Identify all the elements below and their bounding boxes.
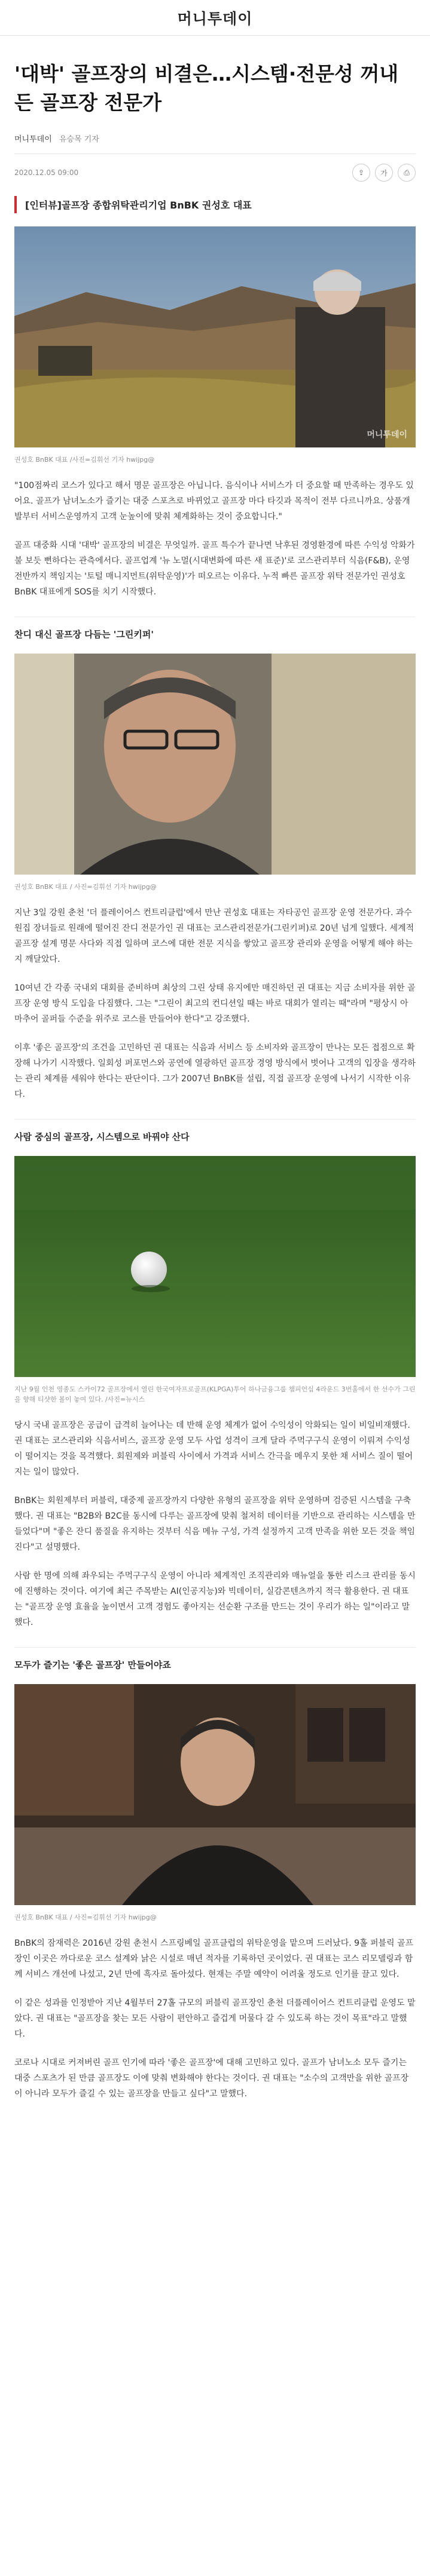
golf-course-photo [14, 226, 416, 447]
print-icon[interactable]: ⎙ [398, 164, 416, 182]
site-logo[interactable]: 머니투데이 [177, 10, 253, 27]
byline [14, 133, 416, 154]
golf-ball-photo [14, 1156, 416, 1377]
article-paragraph: BnBK는 회원제부터 퍼블릭, 대중제 골프장까지 다양한 유형의 골프장을 위탁 운영하며 검증된 시스템을 구축했다. 권 대표는 "B2B와 B2C를 동시에 다루는 골프장에 맞춰 철저히 데이터를 기반으로 관리하는 시스템을 만들었다"며 "좋은 잔디 품질을 유지하는 것부터 식음 메뉴 구성, 가격 설정까지 고객 만족을 위한 모든 것을 책임진다"고 설명했다. [14, 1496, 416, 1552]
byline-section[interactable]: 머니투데이 [14, 135, 52, 144]
article-paragraph: 골프 대중화 시대 '대박' 골프장의 비결은 무엇일까. 골프 특수가 끝나면 낙후된 경영환경에 따른 수익성 악화가 불 보듯 뻔하다는 관측에서다. 골프업계 '뉴 노멀(시대변화에 따른 새 표준)'로 코스관리부터 식음(F&B), 운영 전반까지 책임지는 '토털 매니지먼트(위탁운영)'가 떠오르는 이유다. 누적 빠른 골프장 위탁 전문가인 권성호 BnBK 대표에게 SOS를 치기 시작했다. [14, 541, 415, 597]
article-paragraph: 이후 '좋은 골프장'의 조건을 고민하던 권 대표는 식음과 서비스 등 소비자와 골프장이 만나는 모든 접점으로 확장해 나가기 시작했다. 일회성 퍼포먼스와 공연에 열광하던 골프장 경영 방식에서 벗어나 고객의 입장을 생각하는 관리 체계를 세워야 한다는 판단이다. 그가 2007년 BnBK를 설립, 직접 골프장 운영에 나서기 시작한 이유다. [14, 1043, 416, 1099]
photo-caption: 권성호 BnBK 대표 /사진=김휘선 기자 hwijpg@ [14, 456, 155, 464]
article-photo-4 [14, 1684, 416, 1905]
article-paragraph: 당시 국내 골프장은 공급이 급격히 늘어나는 데 반해 운영 체계가 없어 수익성이 악화되는 일이 비일비재했다. 권 대표는 코스관리와 식음서비스, 골프장 운영 모두 사업 성격이 크게 달라 주먹구구식 운영이 이뤄져 수익성이 떨어지는 것을 목격했다. 회원제와 퍼블릭 사이에서 가격과 서비스 간극을 메우지 못한 채 서비스 질이 떨어지는 일이 많았다. [14, 1421, 413, 1477]
share-icon[interactable]: ⇪ [352, 164, 370, 182]
article-date: 2020.12.05 09:00 [14, 168, 79, 177]
article-paragraph: BnBK의 잠재력은 2016년 강원 춘천시 스프링베일 골프클럽의 위탁운영을 맡으며 드러났다. 9홀 퍼블릭 골프장인 이곳은 까다로운 코스 설계와 낡은 시설로 매년 적자를 기록하던 곳이었다. 권 대표는 코스 리모델링과 함께 서비스 개선에 나섰고, 2년 만에 흑자로 돌아섰다. 현재는 주말 예약이 어려울 정도로 인기를 끌고 있다. [14, 1939, 414, 1979]
article-paragraph: 사람 한 명에 의해 좌우되는 주먹구구식 운영이 아니라 체계적인 조직관리와 매뉴얼을 통한 리스크 관리를 동시에 진행하는 것이다. 여기에 최근 주목받는 AI(인공지능)와 빅데이터, 실감콘텐츠까지 적극 활용한다. 권 대표는 "골프장 운영 효율을 높이면서 고객 경험도 좋아지는 선순환 구조를 만드는 것이 우리가 하는 일"이라고 말했다. [14, 1571, 416, 1627]
article-paragraph: 지난 3일 강원 춘천 '더 플레이어스 컨트리클럽'에서 만난 권성호 대표는 자타공인 골프장 운영 전문가다. 과수원집 장녀들로 원래에 떨어진 잔디 전문가인 권 대표는 코스관리전문가(그린키퍼)로 20년 넘게 일했다. 세계적 골프장 설계 명문 사다와 직접 일하며 코스에 대한 전문 지식을 쌓았고 골프장 관리와 운영을 어떻게 해야 하는지 깨달았다. [14, 908, 414, 964]
office-portrait-photo [14, 1684, 416, 1905]
site-header [0, 0, 430, 36]
tool-buttons [352, 164, 416, 182]
portrait-photo [14, 654, 416, 875]
section-heading: 사람 중심의 골프장, 시스템으로 바꿔야 산다 [14, 1119, 416, 1143]
section-heading: 모두가 즐기는 '좋은 골프장' 만들어야죠 [14, 1647, 416, 1671]
article-title: '대박' 골프장의 비결은…시스템·전문성 꺼내든 골프장 전문가 [14, 62, 399, 114]
byline-reporter[interactable]: 유승목 기자 [59, 135, 99, 144]
article-subhead: [인터뷰]골프장 종합위탁관리기업 BnBK 권성호 대표 [14, 196, 416, 213]
photo-watermark: 머니투데이 [367, 430, 407, 440]
article-toolbar [0, 154, 430, 190]
article-header [0, 36, 430, 154]
photo-caption: 지난 9월 인천 영종도 스카이72 골프장에서 열린 한국여자프로골프(KLPGA)투어 하나금융그룹 챔피언십 4라운드 3번홀에서 한 선수가 그린을 향해 티샷한 볼이 놓여 있다. /사진=뉴시스 [14, 1385, 416, 1403]
article-photo-1 [14, 226, 416, 447]
photo-caption: 권성호 BnBK 대표 / 사진=김휘선 기자 hwijpg@ [14, 883, 157, 891]
article-paragraph: 10여년 간 각종 국내외 대회를 준비하며 최상의 그린 상태 유지에만 매진하던 권 대표는 지금 소비자를 위한 골프장 운영 방식 도입을 다짐했다. 그는 "그린이 최고의 컨디션일 때는 바로 대회가 열리는 때"라며 "평상시 아마추어 골퍼들 수준을 위주로 코스를 만들어야 한다"고 강조했다. [14, 983, 416, 1024]
article-paragraph: 이 같은 성과를 인정받아 지난 4월부터 27홀 규모의 퍼블릭 골프장인 춘천 더플레이어스 컨트리클럽 운영도 맡았다. 권 대표는 "골프장을 찾는 모든 사람이 편안하고 즐겁게 머물다 갈 수 있도록 하는 것이 목표"라고 말했다. [14, 1998, 416, 2039]
article-paragraph: "100점짜리 코스가 있다고 해서 명문 골프장은 아닙니다. 음식이나 서비스가 더 중요할 때 만족하는 경우도 있어요. 골프가 남녀노소가 즐기는 대중 스포츠로 바뀌었고 골프장 마다 타깃과 목적이 전부 다르니까요. 상품개발부터 서비스운영까지 고객 눈높이에 맞춰 체계화하는 것이 중요합니다." [14, 481, 414, 522]
photo-caption: 권성호 BnBK 대표 / 사진=김휘선 기자 hwijpg@ [14, 1913, 157, 1921]
article-paragraph: 코로나 시대로 커져버린 골프 인기에 따라 '좋은 골프장'에 대해 고민하고 있다. 골프가 남녀노소 모두 즐기는 대중 스포츠가 된 만큼 골프장도 이에 맞춰 변화해야 한다는 것이다. 권 대표는 "소수의 고객만을 위한 골프장이 아니라 모두가 즐길 수 있는 골프장을 만들고 싶다"고 말했다. [14, 2058, 409, 2099]
article-photo-2 [14, 654, 416, 875]
text-size-icon[interactable]: 가 [375, 164, 393, 182]
section-heading: 찬디 대신 골프장 다듬는 '그린키퍼' [14, 617, 416, 640]
article-photo-3 [14, 1156, 416, 1377]
